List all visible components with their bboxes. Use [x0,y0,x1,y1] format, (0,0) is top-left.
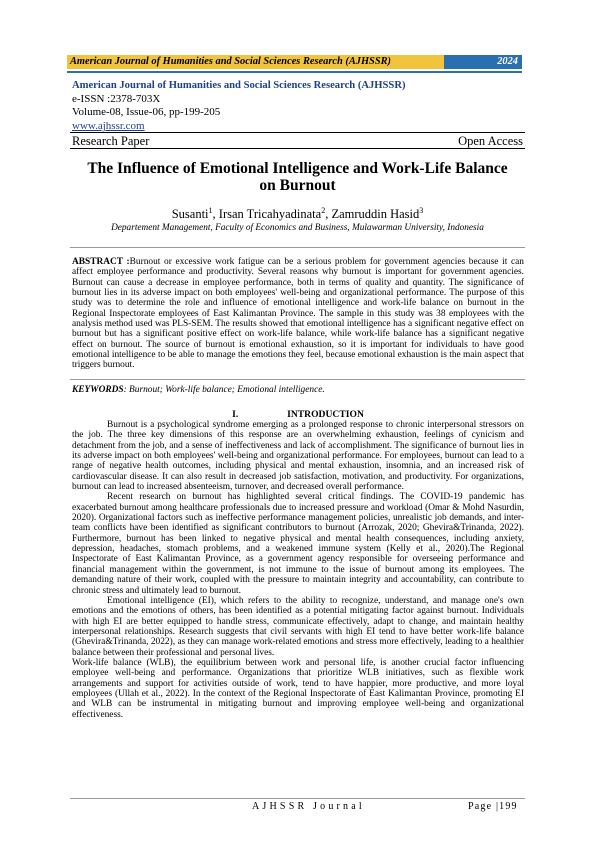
journal-title: American Journal of Humanities and Social Sciences Research (AJHSSR) [72,80,406,91]
banner-year: 2024 [444,55,522,69]
banner-title: American Journal of Humanities and Social Sciences Research (AJHSSR) [70,56,391,67]
author-3: Zamruddin Hasid$^3$ [331,206,424,222]
keywords [72,385,524,395]
volume-issue: Volume-08, Issue-06, pp-199-205 [72,106,221,118]
banner-rule [67,71,522,73]
paragraph: Burnout is a psychological syndrome emerging as a prolonged response to chronic interpersonal stressors on the job. The three key dimensions of this response are an overwhelming exhaustion, feelings of cynicism and detachment from the job, and a sense of ineffectiveness and lack of accomplishment. The significance of burnout lies in its adverse impact on both employees' well-being and organizational performance. For employees, burnout can lead to a range of negative health outcomes, including physical and mental exhaustion, insomnia, and an increased risk of cardiovascular disease. It can also result in decreased job satisfaction, motivation, and productivity. For organizations, burnout can lead to increased absenteeism, turnover, and decreased overall performance. [72,420,524,493]
section-heading [72,409,524,420]
affiliation: Departement Management, Faculty of Economics and Business, Mulawarman University, Indonesia [111,223,484,233]
title-line-2: on Burnout [259,177,336,194]
journal-website-link[interactable]: www.ajhssr.com [72,120,145,132]
abstract-text: Burnout or excessive work fatigue can be a serious problem for government agencies because it can affect employee performance and productivity. Several reasons why burnout is important for government agencies. Burnout can cause a decrease in employee performance, both in terms of quality and quantity. The significance of burnout lies in its adverse impact on both employees' well-being and organizational performance. The purpose of this study was to determine the role and influence of emotional intelligence and work-life balance on burnout in the Regional Inspectorate employees of East Kalimantan Province. The sample in this study was 38 employees with the analysis method used was PLS-SEM. The results showed that emotional intelligence has a significant negative effect on burnout but has a significant positive effect on work-life balance, while work-life balance has a significant negative effect on burnout. The source of burnout is emotional exhaustion, so it is important for individuals to have good emotional intelligence to be able to manage the emotions they feel, because emotional exhaustion is the main aspect that triggers burnout. [72,257,524,371]
paper-type: Research Paper [72,134,150,148]
author-list [70,206,525,222]
keywords-label: KEYWORDS [72,385,124,395]
divider-top [70,247,525,248]
paper-title [70,160,525,194]
abstract [72,257,524,371]
issn: e-ISSN :2378-703X [72,93,161,105]
footer-rule [70,798,525,799]
title-line-1: The Influence of Emotional Intelligence and Work-Life Balance [87,160,508,177]
paragraph: Recent research on burnout has highlighted several critical findings. The COVID-19 pandemic has exacerbated burnout among healthcare professionals due to increased pressure and workload (Omar & Mohd Nasurdin, 2020). Organizational factors such as ineffective performance management policies, unrealistic job demands, and inter-team conflicts have been identified as significant contributors to burnout (Arrozak, 2020; Ghevira&Trinanda, 2022). Furthermore, burnout has been linked to negative physical and mental health consequences, including anxiety, depression, headaches, stomach problems, and a weakened immune system (Kelly et al., 2020).The Regional Inspectorate of East Kalimantan Province, as a government agency responsible for overseeing performance and financial management within the government, is not immune to the issue of burnout among its employees. The demanding nature of their work, coupled with the pressure to maintain integrity and accountability, can contribute to chronic stress and ultimately lead to burnout. [72,492,524,596]
divider-mid [70,379,525,380]
journal-banner [67,55,522,69]
keywords-text: : Burnout; Work-life balance; Emotional intelligence. [123,385,325,395]
author-1: Susanti$^1$, [171,206,219,222]
section-number: I. [232,409,239,420]
footer-page-number: Page |199 [468,801,518,812]
section-title: INTRODUCTION [287,409,364,420]
paper-type-bar [70,132,525,149]
introduction-body [72,420,524,720]
author-2: Irsan Tricahyadinata$^2$, [218,206,332,222]
paragraph: Emotional intelligence (EI), which refers to the ability to recognize, understand, and manage one's own emotions and the emotions of others, has been identified as a potential mitigating factor against burnout. Individuals with high EI are better equipped to handle stress, communicate effectively, adapt to change, and maintain healthy interpersonal relationships. Research suggests that civil servants with high EI tend to have better work-life balance (Ghevira&Trinanda, 2022), as they can manage work-related emotions and stress more effectively, leading to a healthier balance between their professional and personal lives. [72,595,524,658]
footer-journal: AJHSSR Journal [252,801,365,812]
access-type: Open Access [458,134,523,148]
paragraph: Work-life balance (WLB), the equilibrium between work and personal life, is another crucial factor influencing employee well-being and performance. Organizations that prioritize WLB initiatives, such as flexible work arrangements and support for activities outside of work, tend to have happier, more productive, and more loyal employees (Ullah et al., 2022). In the context of the Regional Inspectorate of East Kalimantan Province, promoting EI and WLB can be instrumental in mitigating burnout and improving employee well-being and organizational effectiveness. [72,657,524,720]
abstract-label: ABSTRACT : [72,257,130,267]
